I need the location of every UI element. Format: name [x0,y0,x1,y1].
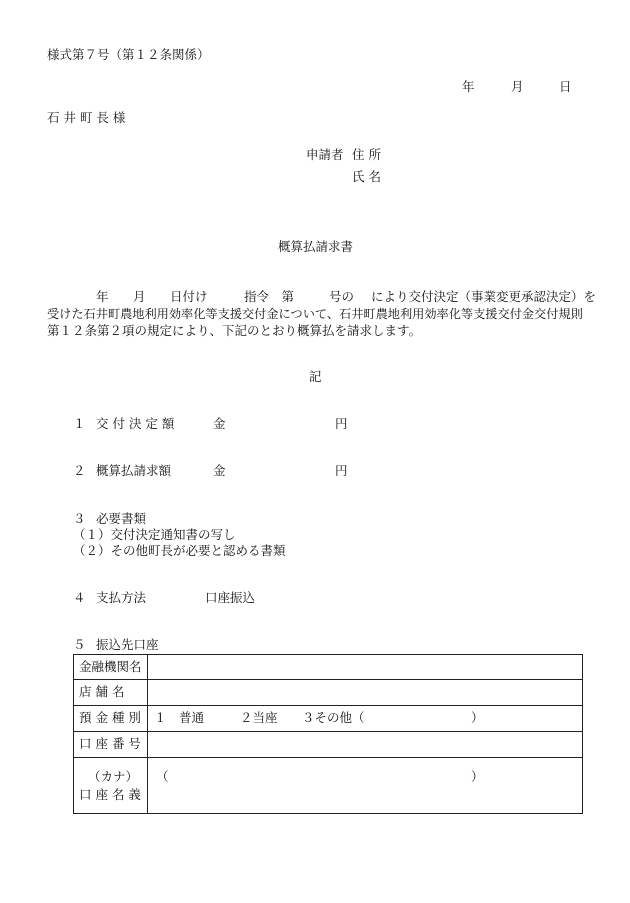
applicant-label: 申請者 [306,147,344,162]
item3-label: 必要書類 [96,511,147,526]
item1-yen: 円 [335,416,348,431]
applicant-address-label: 住 所 [352,147,381,162]
holder-close-paren: ） [471,769,484,784]
form-number: 様式第７号（第１２条関係） [47,47,210,62]
item4-value: 口座振込 [205,590,256,605]
item5-label: 振込先口座 [96,637,159,652]
item2-number: ２ [73,463,86,478]
body-dated: 日付け [170,289,208,304]
account-type-cell [148,706,583,732]
account-type-row [74,706,583,732]
account-number-row [74,732,583,758]
item4-label: 支払方法 [96,590,147,605]
item2-kin: 金 [213,463,226,478]
body-year: 年 [96,289,109,304]
item2-label: 概算払請求額 [96,463,172,478]
branch-value-cell[interactable] [148,680,583,706]
account-number-label: 口 座 番 号 [74,732,148,758]
body-line3: 第１２条第２項の規定により、下記のとおり概算払を請求します。 [47,323,422,338]
ki-marker: 記 [309,369,322,384]
body-directive: 指令 第 [244,289,295,304]
bank-value-cell[interactable] [148,655,583,680]
item1-label: 交 付 決 定 額 [96,416,175,431]
item2-yen: 円 [335,463,348,478]
item1-number: １ [73,416,86,431]
document-title: 概算払請求書 [278,239,354,254]
account-holder-label-cell [74,758,148,814]
account-type-close-paren: ） [471,710,484,725]
account-type-label: 預 金 種 別 [74,706,148,732]
addressee: 石 井 町 長 様 [47,110,126,125]
date-month-label: 月 [511,79,524,94]
item4-number: ４ [73,590,86,605]
account-type-ordinary[interactable]: １ 普通 [154,710,205,725]
account-type-other[interactable]: ３その他（ [302,710,365,725]
branch-label: 店 舗 名 [74,680,148,706]
account-type-checking[interactable]: ２当座 [240,710,278,725]
branch-row [74,680,583,706]
bank-row [74,655,583,680]
holder-open-paren: （ [156,769,169,784]
account-table [73,654,583,814]
account-holder-cell[interactable] [148,758,583,814]
item5-number: ５ [73,637,86,652]
item3-sub1: （１）交付決定通知書の写し [73,527,236,542]
bank-label: 金融機関名 [74,655,148,680]
item3-number: ３ [73,511,86,526]
kana-label: （カナ） [88,769,139,784]
body-line1-text: により交付決定（事業変更承認決定）を [371,289,597,304]
date-day-label: 日 [559,79,572,94]
account-holder-row [74,758,583,814]
body-line2: 受けた石井町農地利用効率化等支援交付金について、石井町農地利用効率化等支援交付金交付規則 [47,307,583,321]
holder-label: 口 座 名 義 [79,787,141,802]
item3-sub2: （２）その他町長が必要と認める書類 [73,543,286,558]
item1-kin: 金 [213,416,226,431]
applicant-name-label: 氏 名 [352,169,381,184]
body-month: 月 [133,289,146,304]
date-year-label: 年 [462,79,475,94]
account-number-cell[interactable] [148,732,583,758]
body-number: 号の [329,289,355,304]
